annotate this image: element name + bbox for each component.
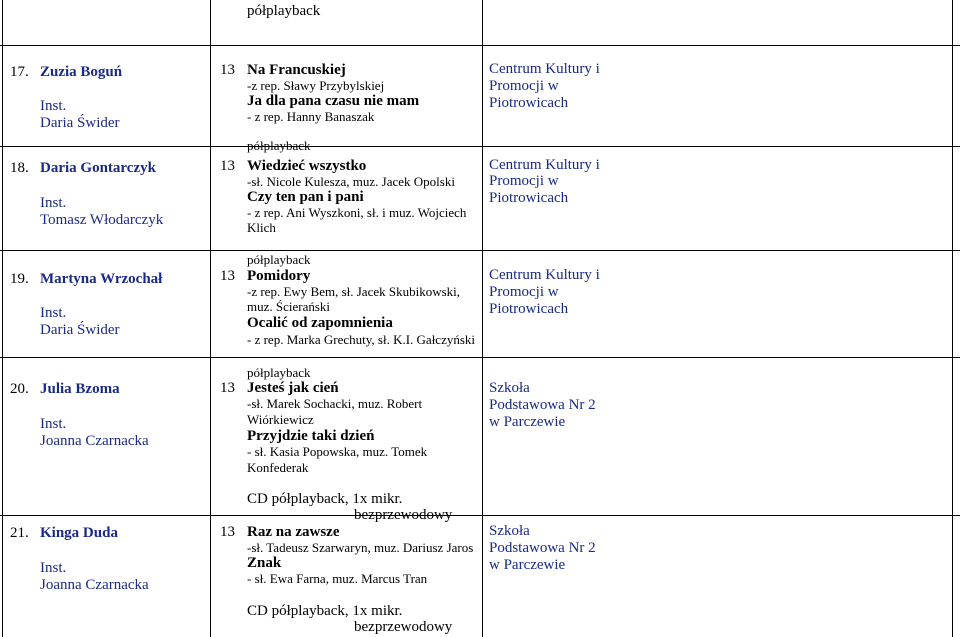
song-credit: Wiórkiewicz: [247, 412, 314, 427]
performance-note: półplayback: [247, 252, 311, 267]
performer-name: Julia Bzoma: [40, 381, 120, 397]
song-credit: -z rep. Ewy Bem, sł. Jacek Skubikowski,: [247, 284, 461, 299]
institution-line: Promocji w: [489, 173, 559, 189]
institution-line: w Parczewie: [489, 414, 566, 430]
entry-number: 17.: [10, 64, 29, 80]
institution-line: Promocji w: [489, 78, 559, 94]
song-title: Znak: [247, 555, 282, 571]
column-divider: [210, 0, 211, 637]
instructor-name: Joanna Czarnacka: [40, 577, 149, 593]
song-credit: muz. Ścierański: [247, 299, 331, 314]
performance-note: półplayback: [247, 138, 311, 153]
song-credit: - sł. Kasia Popowska, muz. Tomek: [247, 444, 428, 459]
institution-line: Podstawowa Nr 2: [489, 540, 596, 556]
institution-line: Centrum Kultury i: [489, 157, 600, 173]
song-count: 13: [220, 158, 235, 174]
song-credit: - z rep. Marka Grechuty, sł. K.I. Gałczyński: [247, 332, 476, 347]
song-title: Wiedzieć wszystko: [247, 158, 367, 174]
row-divider: [0, 357, 960, 358]
column-divider: [952, 0, 953, 637]
performance-note: półplayback: [247, 365, 311, 380]
institution-line: Szkoła: [489, 523, 530, 539]
performance-note: bezprzewodowy: [354, 619, 453, 635]
institution-line: Podstawowa Nr 2: [489, 397, 596, 413]
row-divider: [0, 515, 960, 516]
song-title: Raz na zawsze: [247, 524, 340, 540]
instructor-label: Inst.: [40, 195, 67, 211]
entry-number: 18.: [10, 160, 29, 176]
institution-line: Centrum Kultury i: [489, 267, 600, 283]
performer-name: Kinga Duda: [40, 525, 118, 541]
institution-line: Centrum Kultury i: [489, 61, 600, 77]
performance-note: bezprzewodowy: [354, 507, 453, 523]
instructor-label: Inst.: [40, 98, 67, 114]
song-credit: - z rep. Hanny Banaszak: [247, 109, 375, 124]
song-title: Na Francuskiej: [247, 62, 346, 78]
instructor-label: Inst.: [40, 305, 67, 321]
row-divider: [0, 250, 960, 251]
song-title: Ocalić od zapomnienia: [247, 315, 393, 331]
song-credit: - z rep. Ani Wyszkoni, sł. i muz. Wojciech: [247, 205, 467, 220]
header-note: półplayback: [247, 3, 321, 19]
song-credit: -z rep. Sławy Przybylskiej: [247, 78, 385, 93]
instructor-label: Inst.: [40, 560, 67, 576]
song-count: 13: [220, 62, 235, 78]
instructor-name: Tomasz Włodarczyk: [40, 212, 164, 228]
song-title: Ja dla pana czasu nie mam: [247, 93, 420, 109]
song-title: Czy ten pan i pani: [247, 189, 364, 205]
song-credit: -sł. Tadeusz Szarwaryn, muz. Dariusz Jaros: [247, 540, 474, 555]
institution-line: Piotrowicach: [489, 190, 569, 206]
performer-name: Zuzia Boguń: [40, 64, 123, 80]
institution-line: Piotrowicach: [489, 95, 569, 111]
entry-number: 19.: [10, 271, 29, 287]
performance-note: CD półplayback, 1x mikr.: [247, 603, 403, 619]
institution-line: Szkoła: [489, 380, 530, 396]
instructor-name: Daria Świder: [40, 115, 120, 131]
song-count: 13: [220, 524, 235, 540]
performance-note: CD półplayback, 1x mikr.: [247, 491, 403, 507]
song-count: 13: [220, 268, 235, 284]
song-credit: - sł. Ewa Farna, muz. Marcus Tran: [247, 571, 428, 586]
row-divider: [0, 146, 960, 147]
entry-number: 21.: [10, 525, 29, 541]
institution-line: Piotrowicach: [489, 301, 569, 317]
instructor-name: Daria Świder: [40, 322, 120, 338]
song-credit: Konfederak: [247, 460, 309, 475]
row-divider: [0, 45, 960, 46]
column-divider: [482, 0, 483, 637]
performer-name: Daria Gontarczyk: [40, 160, 156, 176]
song-title: Przyjdzie taki dzień: [247, 428, 375, 444]
entry-number: 20.: [10, 381, 29, 397]
song-title: Pomidory: [247, 268, 311, 284]
song-credit: -sł. Marek Sochacki, muz. Robert: [247, 396, 423, 411]
song-count: 13: [220, 380, 235, 396]
institution-line: Promocji w: [489, 284, 559, 300]
instructor-name: Joanna Czarnacka: [40, 433, 149, 449]
column-divider: [2, 0, 3, 637]
song-credit: -sł. Nicole Kulesza, muz. Jacek Opolski: [247, 174, 455, 189]
performer-name: Martyna Wrzochał: [40, 271, 163, 287]
instructor-label: Inst.: [40, 416, 67, 432]
song-title: Jesteś jak cień: [247, 380, 339, 396]
institution-line: w Parczewie: [489, 557, 566, 573]
song-credit: Klich: [247, 220, 276, 235]
